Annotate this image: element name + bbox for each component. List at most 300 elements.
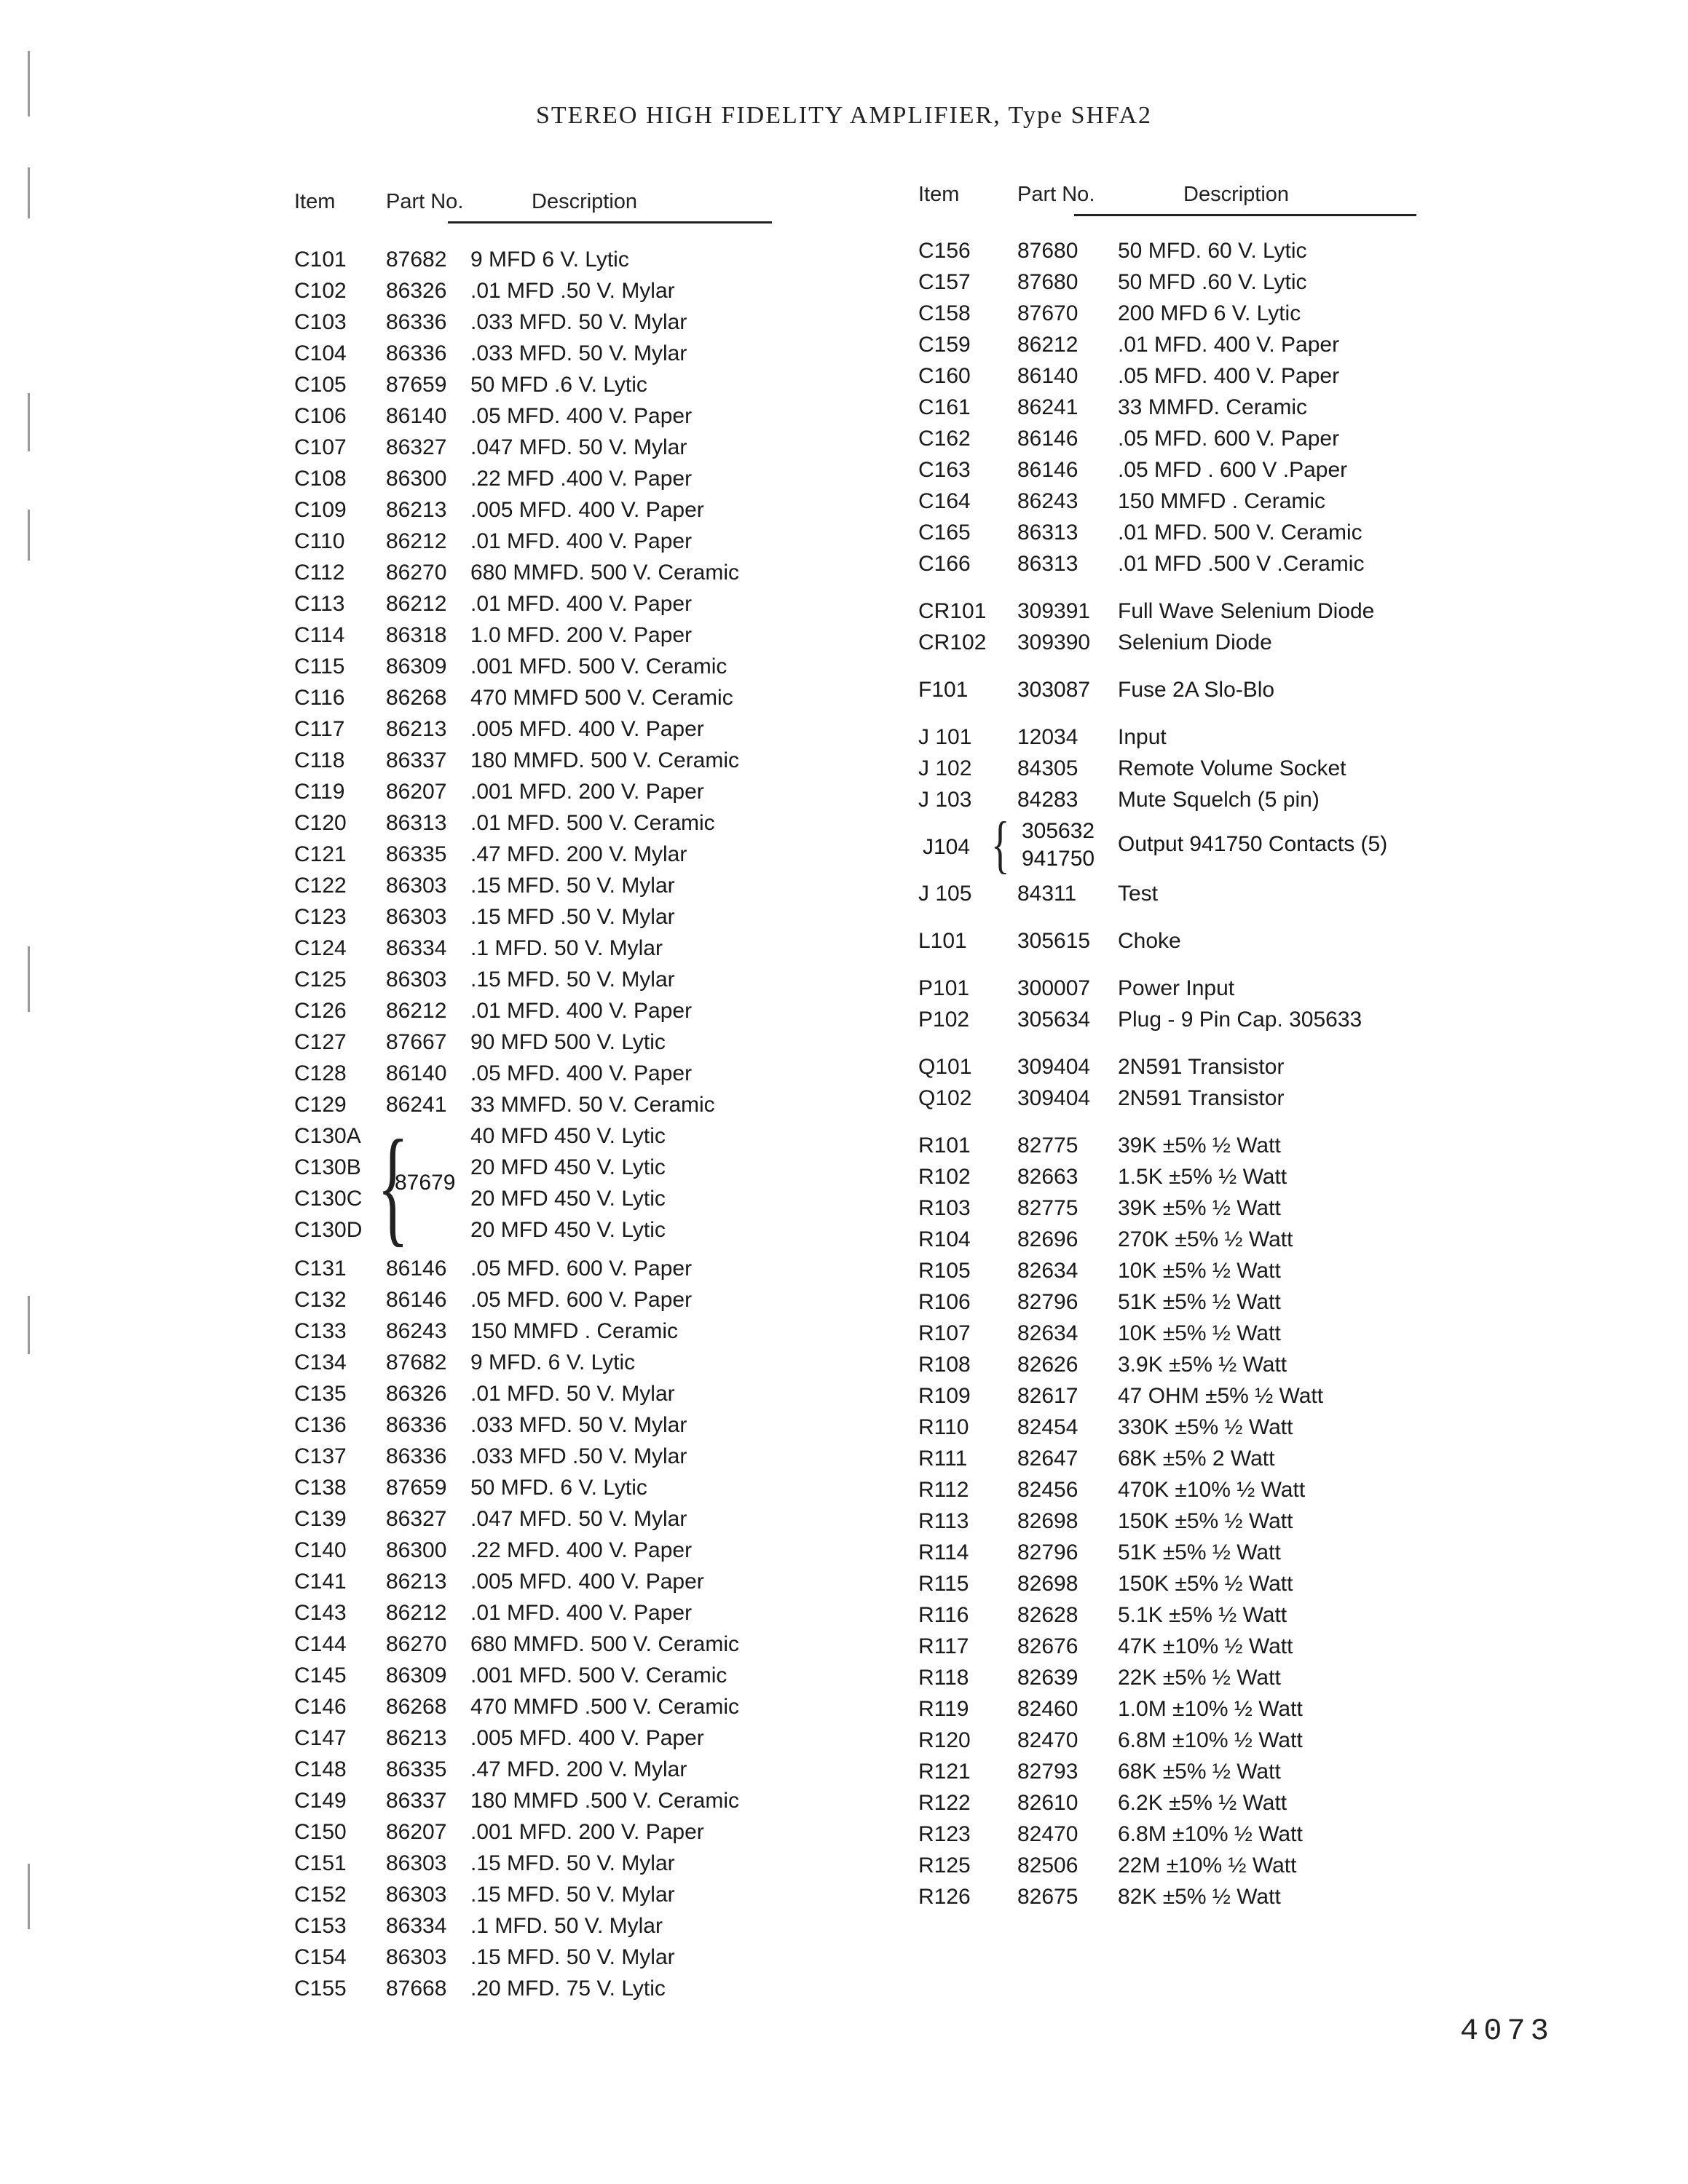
table-row	[291, 1973, 772, 2004]
table-row	[291, 1660, 772, 1691]
item-code: C145	[294, 1663, 347, 1688]
item-code: R115	[918, 1572, 969, 1596]
description: .005 MFD. 400 V. Paper	[470, 498, 704, 522]
capacitor-list-2	[291, 1253, 772, 2004]
scan-margin-mark	[28, 51, 30, 116]
part-number: 309404	[1017, 1086, 1091, 1110]
table-row	[914, 454, 1416, 486]
part-number: 86303	[386, 1945, 447, 1969]
table-row	[291, 933, 772, 964]
description: .05 MFD. 600 V. Paper	[470, 1288, 693, 1312]
part-number: 82793	[1017, 1760, 1078, 1784]
part-number: 86213	[386, 498, 447, 522]
description: .15 MFD. 50 V. Mylar	[470, 1883, 675, 1907]
table-row	[291, 1284, 772, 1315]
item-code: CR102	[918, 630, 987, 654]
part-number: 82676	[1017, 1634, 1078, 1658]
table-row	[291, 1315, 772, 1347]
item-code: C143	[294, 1601, 347, 1625]
part-number: 82647	[1017, 1447, 1078, 1471]
item-code: C157	[918, 270, 971, 294]
part-number: 86334	[386, 936, 447, 960]
part-number: 82456	[1017, 1478, 1078, 1502]
description: Selenium Diode	[1118, 630, 1272, 654]
item-code: C164	[918, 489, 971, 513]
table-row	[914, 973, 1416, 1004]
item-code: R122	[918, 1791, 971, 1815]
table-row	[914, 1255, 1416, 1286]
table-row	[291, 807, 772, 839]
description: .033 MFD. 50 V. Mylar	[470, 310, 687, 334]
transistor-list	[914, 1051, 1416, 1114]
description: 470K ±10% ½ Watt	[1118, 1478, 1306, 1502]
description: .22 MFD. 400 V. Paper	[470, 1538, 693, 1562]
description: .05 MFD. 400 V. Paper	[1118, 364, 1340, 388]
table-row	[291, 588, 772, 620]
table-row	[291, 870, 772, 901]
table-row	[914, 1881, 1416, 1912]
scan-margin-mark	[28, 1864, 30, 1929]
item-code: C130A	[294, 1124, 361, 1148]
item-code: J 103	[918, 788, 972, 812]
part-number: 86243	[1017, 489, 1078, 513]
part-number: 86326	[386, 1382, 447, 1406]
table-row	[914, 1161, 1416, 1192]
part-number: 82775	[1017, 1196, 1078, 1220]
table-row	[914, 486, 1416, 517]
table-row	[291, 1378, 772, 1409]
item-code: C121	[294, 842, 347, 866]
part-number: 87680	[1017, 239, 1078, 263]
parts-table-left	[291, 191, 772, 2004]
description: 3.9K ±5% ½ Watt	[1118, 1353, 1287, 1377]
part-number: 86303	[386, 968, 447, 992]
table-row	[914, 1083, 1416, 1114]
description: Power Input	[1118, 976, 1235, 1000]
item-code: R119	[918, 1697, 969, 1721]
part-number: 86334	[386, 1914, 447, 1938]
item-code: R120	[918, 1728, 971, 1752]
item-code: R121	[918, 1760, 971, 1784]
item-code: L101	[918, 929, 967, 953]
item-code: C129	[294, 1093, 347, 1117]
description: 68K ±5% ½ Watt	[1118, 1760, 1281, 1784]
table-row	[914, 596, 1416, 627]
part-number: 86313	[1017, 521, 1078, 545]
table-row	[914, 1819, 1416, 1850]
item-code: C116	[294, 686, 345, 710]
table-row	[914, 1506, 1416, 1537]
item-code: P102	[918, 1008, 970, 1032]
part-number: 86140	[1017, 364, 1078, 388]
item-code: C144	[294, 1632, 347, 1656]
description: Remote Volume Socket	[1118, 756, 1346, 780]
group-brace: {	[377, 1113, 409, 1258]
part-number: 86146	[1017, 458, 1078, 482]
item-code: C161	[918, 395, 971, 419]
item-code: P101	[918, 976, 970, 1000]
description: .005 MFD. 400 V. Paper	[470, 717, 704, 741]
table-row	[291, 1472, 772, 1503]
item-code: C155	[294, 1977, 347, 2001]
item-code: C150	[294, 1820, 347, 1844]
table-row	[291, 1026, 772, 1058]
description: .1 MFD. 50 V. Mylar	[470, 936, 663, 960]
table-row	[914, 1224, 1416, 1255]
part-number: 84305	[1017, 756, 1078, 780]
description: .05 MFD . 600 V .Paper	[1118, 458, 1348, 482]
table-row	[291, 1942, 772, 1973]
item-code: R105	[918, 1259, 971, 1283]
scan-margin-mark	[28, 946, 30, 1012]
table-row	[914, 1756, 1416, 1787]
table-row	[914, 1318, 1416, 1349]
table-row	[291, 494, 772, 526]
item-code: C132	[294, 1288, 347, 1312]
table-row	[291, 1597, 772, 1629]
table-row	[914, 266, 1416, 298]
table-row	[291, 1785, 772, 1816]
description: 680 MMFD. 500 V. Ceramic	[470, 561, 740, 585]
description: 20 MFD 450 V. Lytic	[470, 1155, 666, 1179]
description: 50 MFD .60 V. Lytic	[1118, 270, 1307, 294]
description: 10K ±5% ½ Watt	[1118, 1321, 1281, 1345]
part-number: 82626	[1017, 1353, 1078, 1377]
table-row	[914, 1693, 1416, 1725]
part-number: 86335	[386, 1757, 447, 1781]
item-code: C139	[294, 1507, 347, 1531]
item-code: C108	[294, 467, 347, 491]
item-code: C154	[294, 1945, 347, 1969]
item-code: C105	[294, 373, 347, 397]
table-row	[291, 1120, 772, 1152]
part-number: 86336	[386, 341, 447, 365]
description: 50 MFD. 60 V. Lytic	[1118, 239, 1307, 263]
table-row	[914, 1725, 1416, 1756]
j104-description: Output 941750 Contacts (5)	[1118, 832, 1388, 856]
part-number: 84283	[1017, 788, 1078, 812]
part-number: 86335	[386, 842, 447, 866]
part-number: 303087	[1017, 678, 1091, 702]
table-row	[914, 925, 1416, 957]
part-number: 86270	[386, 1632, 447, 1656]
item-code: C159	[918, 333, 971, 357]
part-number: 82639	[1017, 1666, 1078, 1690]
description: 20 MFD 450 V. Lytic	[470, 1218, 666, 1242]
scan-margin-mark	[28, 510, 30, 561]
table-row	[914, 360, 1416, 392]
table-row	[291, 1152, 772, 1183]
item-code: C118	[294, 748, 345, 772]
part-number: 86336	[386, 310, 447, 334]
jack-list	[914, 721, 1416, 815]
part-number: 12034	[1017, 725, 1078, 749]
description: .033 MFD. 50 V. Mylar	[470, 1413, 687, 1437]
table-header	[914, 183, 1416, 214]
table-row	[291, 1347, 772, 1378]
part-number: 305634	[1017, 1008, 1091, 1032]
table-row	[291, 1879, 772, 1910]
description: .05 MFD. 600 V. Paper	[470, 1257, 693, 1281]
table-row	[291, 557, 772, 588]
item-code: C165	[918, 521, 971, 545]
item-code: R109	[918, 1384, 971, 1408]
description: .01 MFD. 400 V. Paper	[470, 999, 693, 1023]
item-code: R106	[918, 1290, 971, 1314]
item-code: R125	[918, 1853, 971, 1878]
part-number: 309390	[1017, 630, 1091, 654]
description: 200 MFD 6 V. Lytic	[1118, 301, 1301, 325]
description: .001 MFD. 200 V. Paper	[470, 780, 704, 804]
description: .005 MFD. 400 V. Paper	[470, 1726, 704, 1750]
description: 22M ±10% ½ Watt	[1118, 1853, 1297, 1878]
table-row	[914, 1286, 1416, 1318]
table-row	[291, 1503, 772, 1535]
description: 33 MMFD. 50 V. Ceramic	[470, 1093, 715, 1117]
j104-part-2: 941750	[1022, 847, 1095, 871]
item-code: C130C	[294, 1187, 363, 1211]
table-row	[291, 1441, 772, 1472]
item-code: Q101	[918, 1055, 972, 1079]
table-row	[291, 306, 772, 338]
part-number: 86243	[386, 1319, 447, 1343]
item-code: J 101	[918, 725, 972, 749]
part-number: 86268	[386, 1695, 447, 1719]
part-number: 86212	[386, 529, 447, 553]
part-number: 82696	[1017, 1227, 1078, 1251]
part-number: 86337	[386, 748, 447, 772]
item-code: C156	[918, 239, 971, 263]
table-row	[291, 1253, 772, 1284]
part-number: 86212	[386, 592, 447, 616]
table-row	[291, 1058, 772, 1089]
item-code: C147	[294, 1726, 347, 1750]
description: .15 MFD. 50 V. Mylar	[470, 968, 675, 992]
description: 50 MFD. 6 V. Lytic	[470, 1476, 647, 1500]
description: 82K ±5% ½ Watt	[1118, 1885, 1281, 1909]
item-code: F101	[918, 678, 969, 702]
item-code: C110	[294, 529, 345, 553]
table-row	[291, 1214, 772, 1246]
table-row	[291, 275, 772, 306]
description: 6.8M ±10% ½ Watt	[1118, 1822, 1303, 1846]
table-row	[914, 784, 1416, 815]
item-code: R107	[918, 1321, 971, 1345]
part-number: 86326	[386, 279, 447, 303]
description: 10K ±5% ½ Watt	[1118, 1259, 1281, 1283]
part-number: 82454	[1017, 1415, 1078, 1439]
part-number: 86207	[386, 1820, 447, 1844]
capacitor-list-3	[914, 235, 1416, 579]
item-code: R112	[918, 1478, 969, 1502]
description: .47 MFD. 200 V. Mylar	[470, 842, 687, 866]
item-code: CR101	[918, 599, 987, 623]
table-row	[291, 901, 772, 933]
table-row	[914, 1537, 1416, 1568]
table-row	[291, 1535, 772, 1566]
description: .047 MFD. 50 V. Mylar	[470, 1507, 687, 1531]
table-row	[914, 721, 1416, 753]
group-brace: {	[991, 810, 1010, 880]
part-number: 86300	[386, 467, 447, 491]
description: .01 MFD. 400 V. Paper	[470, 529, 693, 553]
group-part-no: 87679	[395, 1171, 456, 1195]
j104-part-1: 305632	[1022, 819, 1095, 843]
description: .01 MFD. 500 V. Ceramic	[470, 811, 715, 835]
table-row	[291, 1629, 772, 1660]
table-row	[291, 1848, 772, 1879]
item-code: C120	[294, 811, 347, 835]
description: 680 MMFD. 500 V. Ceramic	[470, 1632, 740, 1656]
diode-list	[914, 596, 1416, 658]
table-row	[291, 1754, 772, 1785]
part-number: 86212	[386, 1601, 447, 1625]
description: 150K ±5% ½ Watt	[1118, 1572, 1293, 1596]
part-number: 82698	[1017, 1509, 1078, 1533]
part-number: 82470	[1017, 1822, 1078, 1846]
item-code: C102	[294, 279, 347, 303]
part-number: 87670	[1017, 301, 1078, 325]
item-code: R118	[918, 1666, 969, 1690]
table-row	[291, 338, 772, 369]
table-row	[291, 432, 772, 463]
part-number: 86213	[386, 1726, 447, 1750]
description: .05 MFD. 400 V. Paper	[470, 404, 693, 428]
description: .20 MFD. 75 V. Lytic	[470, 1977, 666, 2001]
part-number: 86309	[386, 654, 447, 678]
part-number: 86212	[1017, 333, 1078, 357]
item-code: C134	[294, 1350, 347, 1374]
item-code: C101	[294, 248, 347, 272]
description: 470 MMFD .500 V. Ceramic	[470, 1695, 740, 1719]
plug-list	[914, 973, 1416, 1035]
part-number: 82470	[1017, 1728, 1078, 1752]
description: 2N591 Transistor	[1118, 1086, 1285, 1110]
part-number: 87682	[386, 248, 447, 272]
item-code: C135	[294, 1382, 347, 1406]
description: 150 MMFD . Ceramic	[1118, 489, 1326, 513]
description: 39K ±5% ½ Watt	[1118, 1196, 1281, 1220]
fuse-list	[914, 674, 1416, 705]
item-code: C103	[294, 310, 347, 334]
description: 150K ±5% ½ Watt	[1118, 1509, 1293, 1533]
part-number: 82634	[1017, 1321, 1078, 1345]
description: 1.0 MFD. 200 V. Paper	[470, 623, 693, 647]
description: 470 MMFD 500 V. Ceramic	[470, 686, 733, 710]
description: .001 MFD. 200 V. Paper	[470, 1820, 704, 1844]
parts-table-right	[914, 183, 1416, 1912]
part-number: 86140	[386, 404, 447, 428]
description: 150 MMFD . Ceramic	[470, 1319, 679, 1343]
table-row	[291, 1691, 772, 1722]
description: Input	[1118, 725, 1167, 749]
part-number: 86313	[1017, 552, 1078, 576]
item-code: J 105	[918, 882, 972, 906]
item-code: C140	[294, 1538, 347, 1562]
part-number: 82460	[1017, 1697, 1078, 1721]
item-code: C115	[294, 654, 345, 678]
item-code: R117	[918, 1634, 969, 1658]
description: Test	[1118, 882, 1159, 906]
description: 330K ±5% ½ Watt	[1118, 1415, 1293, 1439]
description: 51K ±5% ½ Watt	[1118, 1540, 1281, 1564]
description: .01 MFD. 400 V. Paper	[470, 592, 693, 616]
item-code: R123	[918, 1822, 971, 1846]
item-code: C166	[918, 552, 971, 576]
c130-group	[291, 1113, 772, 1258]
part-number: 86213	[386, 717, 447, 741]
description: .047 MFD. 50 V. Mylar	[470, 435, 687, 459]
item-code: C151	[294, 1851, 347, 1875]
part-number: 86303	[386, 1851, 447, 1875]
table-row	[914, 1130, 1416, 1161]
header-description: Description	[532, 190, 638, 213]
item-code: R104	[918, 1227, 971, 1251]
item-code: R126	[918, 1885, 971, 1909]
part-number: 82634	[1017, 1259, 1078, 1283]
item-code: C114	[294, 623, 345, 647]
item-code: C127	[294, 1030, 347, 1054]
table-row	[914, 1474, 1416, 1506]
description: .033 MFD .50 V. Mylar	[470, 1444, 687, 1468]
part-number: 82610	[1017, 1791, 1078, 1815]
description: .15 MFD. 50 V. Mylar	[470, 1851, 675, 1875]
part-number: 86327	[386, 435, 447, 459]
page-title: STEREO HIGH FIDELITY AMPLIFIER, Type SHFA2	[536, 102, 1152, 129]
item-code: C122	[294, 874, 347, 898]
description: .1 MFD. 50 V. Mylar	[470, 1914, 663, 1938]
part-number: 82617	[1017, 1384, 1078, 1408]
table-row	[291, 244, 772, 275]
table-row	[914, 1412, 1416, 1443]
description: Choke	[1118, 929, 1181, 953]
description: 9 MFD 6 V. Lytic	[470, 248, 629, 272]
item-code: C149	[294, 1789, 347, 1813]
table-row	[914, 1662, 1416, 1693]
part-number: 82663	[1017, 1165, 1078, 1189]
scan-margin-mark	[28, 167, 30, 218]
description: 47 OHM ±5% ½ Watt	[1118, 1384, 1324, 1408]
page-number: 4073	[1460, 2014, 1554, 2049]
table-row	[291, 1816, 772, 1848]
part-number: 87667	[386, 1030, 447, 1054]
part-number: 86268	[386, 686, 447, 710]
description: .033 MFD. 50 V. Mylar	[470, 341, 687, 365]
table-row	[914, 1568, 1416, 1599]
table-row	[291, 1566, 772, 1597]
table-row	[914, 298, 1416, 329]
header-item: Item	[294, 190, 336, 213]
table-row	[291, 1183, 772, 1214]
item-code: C128	[294, 1061, 347, 1085]
part-number: 86313	[386, 811, 447, 835]
table-row	[914, 235, 1416, 266]
part-number: 82506	[1017, 1853, 1078, 1878]
item-code: C123	[294, 905, 347, 929]
table-row	[914, 1443, 1416, 1474]
table-row	[291, 964, 772, 995]
table-row	[291, 1910, 772, 1942]
item-code: R113	[918, 1509, 969, 1533]
description: 180 MMFD. 500 V. Ceramic	[470, 748, 740, 772]
part-number: 86270	[386, 561, 447, 585]
table-row	[914, 1051, 1416, 1083]
item-code: C153	[294, 1914, 347, 1938]
description: 1.5K ±5% ½ Watt	[1118, 1165, 1287, 1189]
j104-group	[914, 810, 1416, 880]
table-row	[291, 1409, 772, 1441]
part-number: 86327	[386, 1507, 447, 1531]
